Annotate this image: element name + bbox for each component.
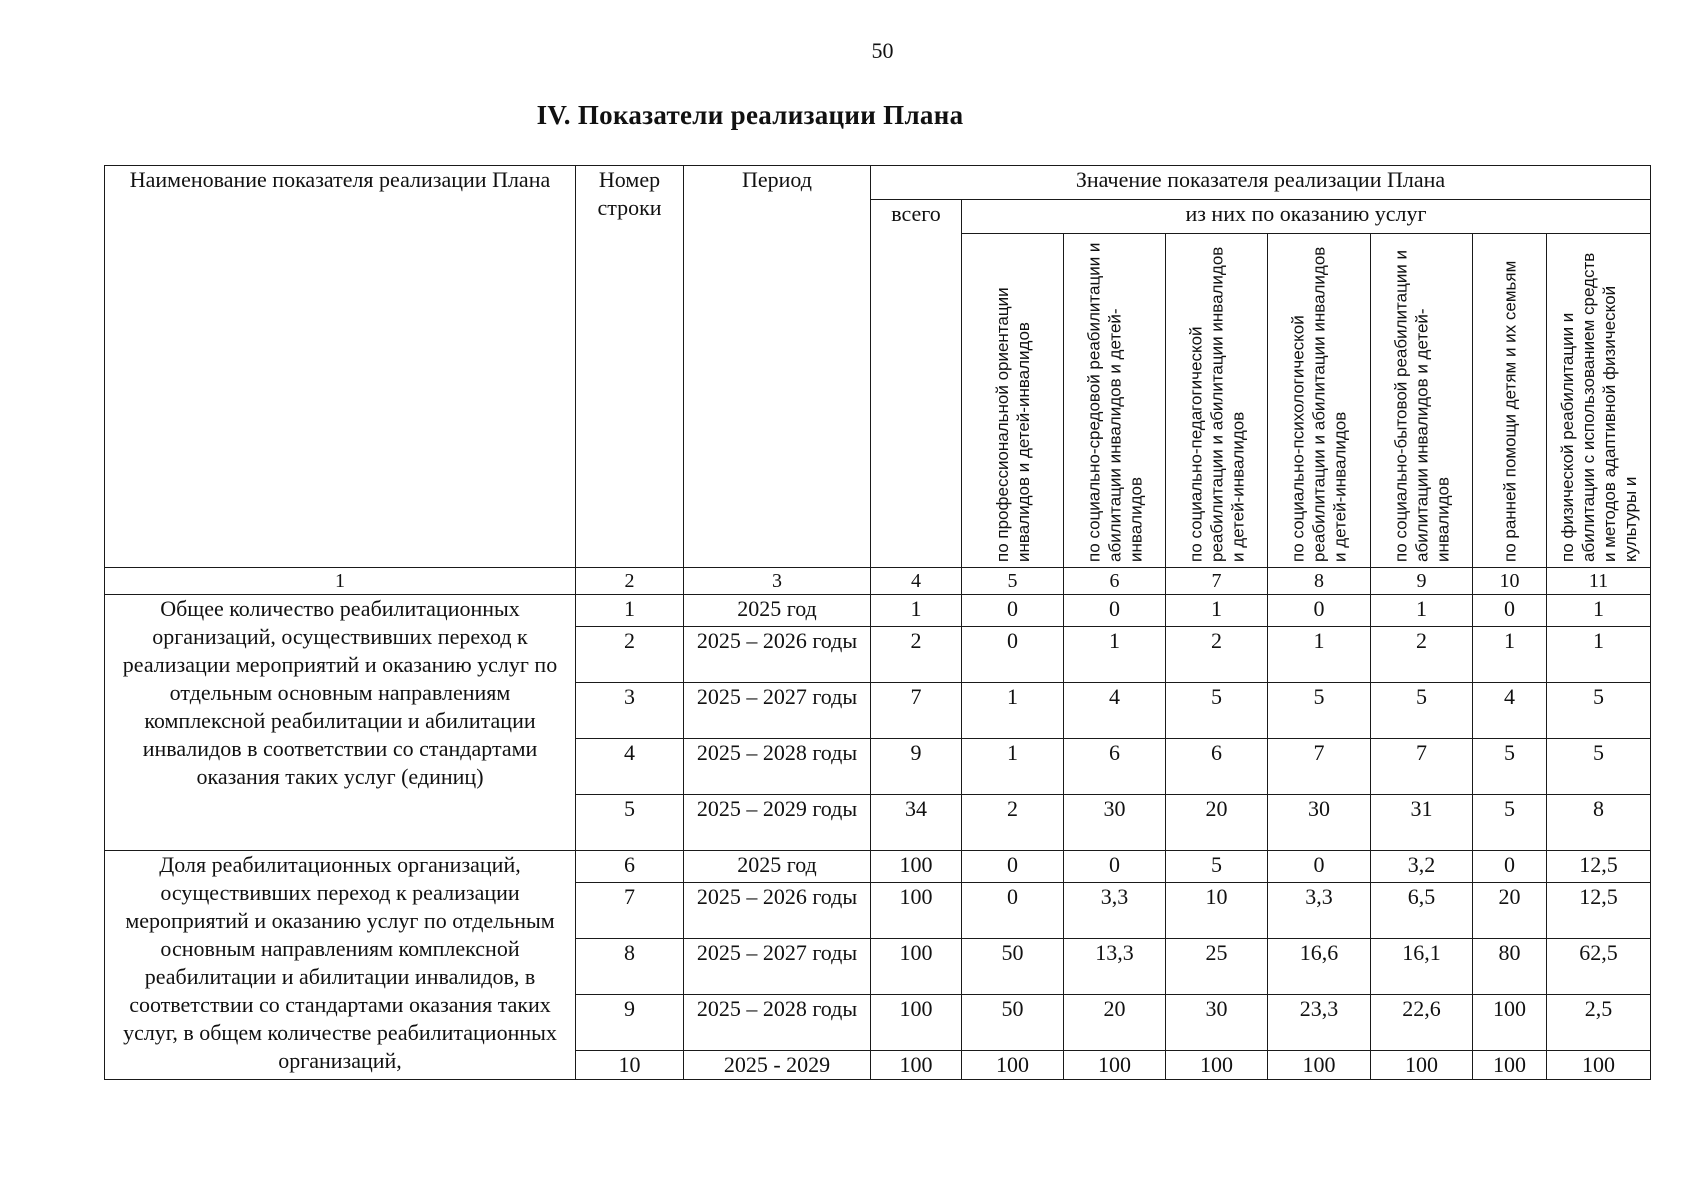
value-cell: 4 — [1064, 683, 1166, 739]
value-cell: 25 — [1166, 939, 1268, 995]
column-number: 11 — [1547, 568, 1651, 595]
value-cell: 0 — [1473, 851, 1547, 883]
period-cell: 2025 – 2026 годы — [684, 627, 871, 683]
period-cell: 2025 – 2028 годы — [684, 739, 871, 795]
column-number: 4 — [871, 568, 962, 595]
header-service-social-pedagogical: по социально-педагогической реабилитации и абилитации инвалидов и детей-инвалидов — [1166, 234, 1268, 568]
value-cell: 34 — [871, 795, 962, 851]
header-row-number: Номер строки — [576, 166, 684, 568]
column-number: 2 — [576, 568, 684, 595]
value-cell: 1 — [1547, 627, 1651, 683]
value-cell: 62,5 — [1547, 939, 1651, 995]
value-cell: 8 — [1547, 795, 1651, 851]
header-service-early-help: по ранней помощи детям и их семьям — [1473, 234, 1547, 568]
header-service-professional: по профессиональной ориентации инвалидов и детей-инвалидов — [962, 234, 1064, 568]
table-row — [105, 595, 1651, 627]
value-cell: 0 — [962, 851, 1064, 883]
value-cell: 6 — [1064, 739, 1166, 795]
value-cell: 1 — [962, 739, 1064, 795]
value-cell: 1 — [1268, 627, 1371, 683]
table-row — [105, 851, 1651, 883]
value-cell: 2 — [1371, 627, 1473, 683]
page-number: 50 — [871, 38, 894, 63]
value-cell: 5 — [1166, 683, 1268, 739]
column-numbers-row — [105, 568, 1651, 595]
row-number: 8 — [576, 939, 684, 995]
value-cell: 100 — [871, 883, 962, 939]
header-period: Период — [684, 166, 871, 568]
value-cell: 50 — [962, 995, 1064, 1051]
value-cell: 12,5 — [1547, 851, 1651, 883]
period-cell: 2025 – 2027 годы — [684, 939, 871, 995]
indicator-name: Общее количество реабилитационных организаций, осуществивших переход к реализации мероприятий и оказанию услуг по отдельным основным направлениям комплексной реабилитации и абилитации инвалидов в соответствии со стандартами оказания таких услуг (единиц) — [105, 595, 576, 851]
value-cell: 16,1 — [1371, 939, 1473, 995]
value-cell: 3,2 — [1371, 851, 1473, 883]
value-cell: 13,3 — [1064, 939, 1166, 995]
value-cell: 0 — [1473, 595, 1547, 627]
value-cell: 30 — [1268, 795, 1371, 851]
value-cell: 20 — [1064, 995, 1166, 1051]
value-cell: 0 — [1268, 595, 1371, 627]
period-cell: 2025 – 2026 годы — [684, 883, 871, 939]
value-cell: 0 — [1064, 851, 1166, 883]
value-cell: 1 — [1064, 627, 1166, 683]
column-number: 10 — [1473, 568, 1547, 595]
header-service-social-environment: по социально-средовой реабилитации и абилитации инвалидов и детей-инвалидов — [1064, 234, 1166, 568]
row-number: 7 — [576, 883, 684, 939]
value-cell: 5 — [1371, 683, 1473, 739]
row-number: 2 — [576, 627, 684, 683]
period-cell: 2025 год — [684, 595, 871, 627]
value-cell: 100 — [871, 939, 962, 995]
value-cell: 1 — [962, 683, 1064, 739]
value-cell: 2 — [1166, 627, 1268, 683]
value-cell: 1 — [1166, 595, 1268, 627]
value-cell: 100 — [1268, 1051, 1371, 1080]
indicator-name: Доля реабилитационных организаций, осуществивших переход к реализации мероприятий и оказанию услуг по отдельным основным направлениям комплексной реабилитации и абилитации инвалидов, в соответствии со стандартами оказания таких услуг, в общем количестве реабилитационных организаций, — [105, 851, 576, 1080]
value-cell: 1 — [1473, 627, 1547, 683]
value-cell: 7 — [1371, 739, 1473, 795]
value-cell: 100 — [1473, 995, 1547, 1051]
value-cell: 6,5 — [1371, 883, 1473, 939]
period-cell: 2025 – 2027 годы — [684, 683, 871, 739]
value-cell: 1 — [1371, 595, 1473, 627]
value-cell: 5 — [1268, 683, 1371, 739]
value-cell: 0 — [962, 883, 1064, 939]
value-cell: 80 — [1473, 939, 1547, 995]
value-cell: 16,6 — [1268, 939, 1371, 995]
column-number: 6 — [1064, 568, 1166, 595]
header-name: Наименование показателя реализации Плана — [105, 166, 576, 568]
header-value-group: Значение показателя реализации Плана — [871, 166, 1651, 200]
row-number: 1 — [576, 595, 684, 627]
column-number: 3 — [684, 568, 871, 595]
row-number: 4 — [576, 739, 684, 795]
column-number: 7 — [1166, 568, 1268, 595]
value-cell: 3,3 — [1064, 883, 1166, 939]
indicators-table — [104, 165, 1651, 1080]
value-cell: 100 — [871, 851, 962, 883]
value-cell: 3,3 — [1268, 883, 1371, 939]
value-cell: 31 — [1371, 795, 1473, 851]
table-header — [105, 166, 1651, 568]
period-cell: 2025 – 2029 годы — [684, 795, 871, 851]
value-cell: 4 — [1473, 683, 1547, 739]
column-number: 1 — [105, 568, 576, 595]
value-cell: 0 — [1268, 851, 1371, 883]
row-number: 3 — [576, 683, 684, 739]
row-number: 6 — [576, 851, 684, 883]
value-cell: 23,3 — [1268, 995, 1371, 1051]
header-services-group: из них по оказанию услуг — [962, 200, 1651, 234]
column-number: 8 — [1268, 568, 1371, 595]
value-cell: 7 — [1268, 739, 1371, 795]
column-number: 5 — [962, 568, 1064, 595]
value-cell: 2,5 — [1547, 995, 1651, 1051]
value-cell: 2 — [871, 627, 962, 683]
value-cell: 6 — [1166, 739, 1268, 795]
value-cell: 100 — [1166, 1051, 1268, 1080]
value-cell: 12,5 — [1547, 883, 1651, 939]
value-cell: 22,6 — [1371, 995, 1473, 1051]
value-cell: 50 — [962, 939, 1064, 995]
value-cell: 100 — [962, 1051, 1064, 1080]
header-service-social-household: по социально-бытовой реабилитации и абилитации инвалидов и детей-инвалидов — [1371, 234, 1473, 568]
value-cell: 5 — [1547, 683, 1651, 739]
value-cell: 5 — [1473, 739, 1547, 795]
value-cell: 100 — [871, 995, 962, 1051]
value-cell: 100 — [1473, 1051, 1547, 1080]
period-cell: 2025 – 2028 годы — [684, 995, 871, 1051]
value-cell: 0 — [962, 627, 1064, 683]
value-cell: 5 — [1547, 739, 1651, 795]
row-number: 10 — [576, 1051, 684, 1080]
value-cell: 5 — [1166, 851, 1268, 883]
period-cell: 2025 - 2029 — [684, 1051, 871, 1080]
value-cell: 1 — [1547, 595, 1651, 627]
table-body — [105, 568, 1651, 1080]
value-cell: 20 — [1166, 795, 1268, 851]
value-cell: 30 — [1166, 995, 1268, 1051]
header-service-physical: по физической реабилитации и абилитации с использованием средств и методов адаптивной физической культуры и — [1547, 234, 1651, 568]
value-cell: 1 — [871, 595, 962, 627]
value-cell: 100 — [1371, 1051, 1473, 1080]
value-cell: 30 — [1064, 795, 1166, 851]
column-number: 9 — [1371, 568, 1473, 595]
value-cell: 7 — [871, 683, 962, 739]
value-cell: 5 — [1473, 795, 1547, 851]
value-cell: 0 — [1064, 595, 1166, 627]
value-cell: 9 — [871, 739, 962, 795]
header-service-social-psychological: по социально-психологической реабилитации и абилитации инвалидов и детей-инвалидов — [1268, 234, 1371, 568]
header-total: всего — [871, 200, 962, 568]
value-cell: 2 — [962, 795, 1064, 851]
row-number: 9 — [576, 995, 684, 1051]
value-cell: 100 — [871, 1051, 962, 1080]
row-number: 5 — [576, 795, 684, 851]
value-cell: 100 — [1547, 1051, 1651, 1080]
value-cell: 0 — [962, 595, 1064, 627]
section-title: IV. Показатели реализации Плана — [536, 100, 964, 130]
value-cell: 20 — [1473, 883, 1547, 939]
value-cell: 100 — [1064, 1051, 1166, 1080]
period-cell: 2025 год — [684, 851, 871, 883]
value-cell: 10 — [1166, 883, 1268, 939]
